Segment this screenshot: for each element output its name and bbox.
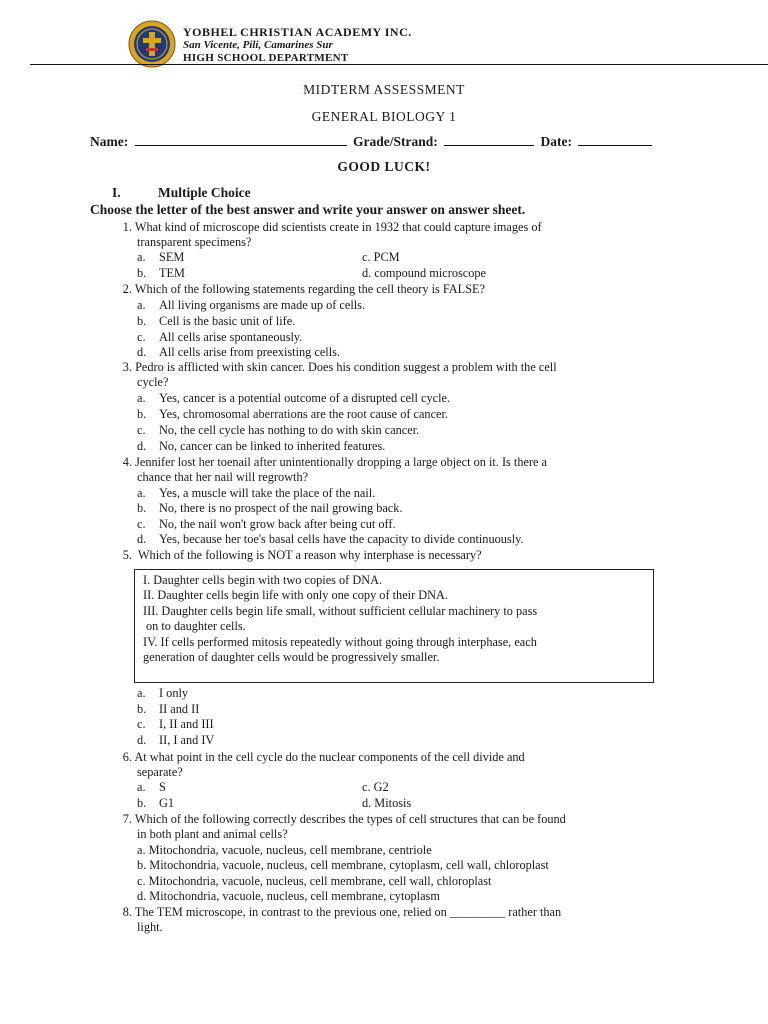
q2-option-c: c. All cells arise spontaneously.	[137, 330, 303, 344]
q4-option-c: c. No, the nail won't grow back after being cut off.	[137, 517, 396, 531]
q1-option-c: c. PCM	[362, 250, 400, 264]
question-3-cont: cycle?	[137, 375, 169, 389]
q5-option-b: b. II and II	[137, 702, 200, 716]
student-info-line	[90, 133, 655, 150]
school-seal-icon	[128, 20, 176, 68]
grade-blank	[444, 133, 534, 146]
date-blank	[578, 133, 652, 146]
q2-option-a: a. All living organisms are made up of cells.	[137, 298, 366, 312]
statement-4-cont: generation of daughter cells would be progressively smaller.	[143, 650, 440, 664]
question-8: 8. The TEM microscope, in contrast to the previous one, relied on _________ rather than	[122, 905, 562, 919]
question-6: 6. At what point in the cell cycle do the nuclear components of the cell divide and	[122, 750, 525, 764]
statement-4: IV. If cells performed mitosis repeatedly without going through interphase, each	[143, 635, 537, 649]
q5-option-d: d. II, I and IV	[137, 733, 215, 747]
q6-option-b: b. G1	[137, 796, 175, 810]
greeting: GOOD LUCK!	[337, 159, 431, 174]
section-heading	[112, 185, 251, 201]
name-label: Name:	[90, 134, 129, 149]
name-blank	[135, 133, 347, 146]
question-7: 7. Which of the following correctly describes the types of cell structures that can be found	[122, 812, 566, 826]
statements-box	[134, 569, 654, 683]
school-name: YOBHEL CHRISTIAN ACADEMY INC.	[183, 25, 412, 39]
q4-option-d: d. Yes, because her toe's basal cells have the capacity to divide continuously.	[137, 532, 524, 546]
question-1-cont: transparent specimens?	[137, 235, 252, 249]
school-department: HIGH SCHOOL DEPARTMENT	[183, 52, 349, 64]
q7-option-d: d. Mitochondria, vacuole, nucleus, cell membrane, cytoplasm	[137, 889, 440, 903]
statement-3-cont: on to daughter cells.	[146, 619, 246, 633]
statement-2: II. Daughter cells begin life with only one copy of their DNA.	[143, 588, 448, 602]
q1-option-a: a. SEM	[137, 250, 185, 264]
question-4-cont: chance that her nail will regrowth?	[137, 470, 309, 484]
exam-title: MIDTERM ASSESSMENT	[303, 82, 465, 97]
q3-option-d: d. No, cancer can be linked to inherited features.	[137, 439, 386, 453]
exam-subject: GENERAL BIOLOGY 1	[311, 109, 457, 124]
question-4: 4. Jennifer lost her toenail after unintentionally dropping a large object on it. Is there a	[122, 455, 548, 469]
school-address: San Vicente, Pili, Camarines Sur	[183, 39, 333, 51]
grade-label: Grade/Strand:	[352, 134, 438, 149]
question-5: 5. Which of the following is NOT a reason why interphase is necessary?	[122, 548, 482, 562]
question-3: 3. Pedro is afflicted with skin cancer. Does his condition suggest a problem with the cell	[122, 360, 557, 374]
question-2: 2. Which of the following statements regarding the cell theory is FALSE?	[122, 282, 486, 296]
q4-option-a: a. Yes, a muscle will take the place of the nail.	[137, 486, 376, 500]
question-7-cont: in both plant and animal cells?	[137, 827, 288, 841]
q2-option-b: b. Cell is the basic unit of life.	[137, 314, 296, 328]
instructions: Choose the letter of the best answer and write your answer on answer sheet.	[90, 202, 526, 217]
q7-option-c: c. Mitochondria, vacuole, nucleus, cell membrane, cell wall, chloroplast	[137, 874, 492, 888]
school-info	[183, 26, 412, 65]
q5-option-c: c. I, II and III	[137, 717, 214, 731]
q6-option-a: a. S	[137, 780, 166, 794]
statement-3: III. Daughter cells begin life small, without sufficient cellular machinery to pass	[143, 604, 538, 618]
q3-option-c: c. No, the cell cycle has nothing to do with skin cancer.	[137, 423, 420, 437]
q2-option-d: d. All cells arise from preexisting cells.	[137, 345, 340, 359]
q1-option-d: d. compound microscope	[362, 266, 486, 280]
question-1: 1. What kind of microscope did scientists create in 1932 that could capture images of	[122, 220, 542, 234]
question-8-cont: light.	[137, 920, 163, 934]
date-label: Date:	[540, 134, 572, 149]
q3-option-b: b. Yes, chromosomal aberrations are the root cause of cancer.	[137, 407, 448, 421]
question-6-cont: separate?	[137, 765, 183, 779]
q5-option-a: a. I only	[137, 686, 189, 700]
header-divider	[30, 64, 768, 65]
q6-option-d: d. Mitosis	[362, 796, 412, 810]
q7-option-a: a. Mitochondria, vacuole, nucleus, cell membrane, centriole	[137, 843, 432, 857]
statement-1: I. Daughter cells begin with two copies of DNA.	[143, 573, 383, 587]
q7-option-b: b. Mitochondria, vacuole, nucleus, cell membrane, cytoplasm, cell wall, chloroplast	[137, 858, 549, 872]
q1-option-b: b. TEM	[137, 266, 185, 280]
q6-option-c: c. G2	[362, 780, 389, 794]
q3-option-a: a. Yes, cancer is a potential outcome of a disrupted cell cycle.	[137, 391, 451, 405]
q4-option-b: b. No, there is no prospect of the nail growing back.	[137, 501, 403, 515]
section-number: I.	[112, 185, 121, 200]
section-title: Multiple Choice	[158, 185, 251, 200]
